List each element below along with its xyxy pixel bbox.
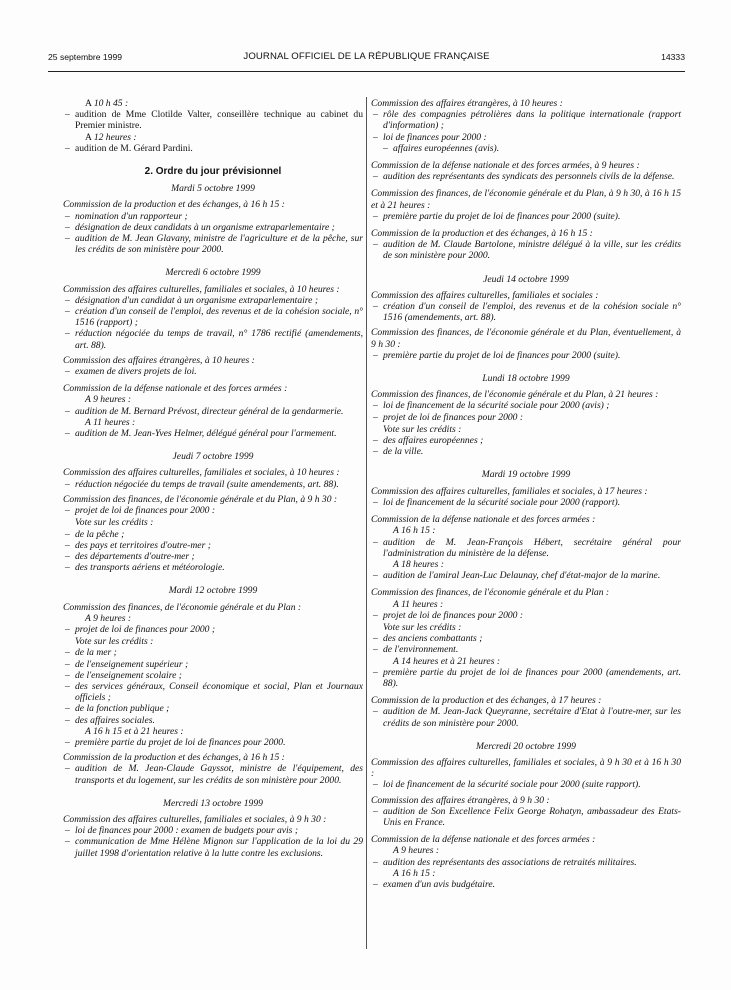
commission-heading: Commission des affaires étrangères, à 10 heures : [63, 354, 255, 366]
dash-bullet-icon: – [65, 680, 70, 692]
dash-bullet-icon: – [65, 836, 70, 848]
item-text: première partie du projet de loi de finances pour 2000. [75, 736, 286, 748]
dash-bullet-icon: – [65, 306, 70, 318]
time-label: A 9 heures : [393, 845, 440, 857]
dash-bullet-icon: – [65, 669, 70, 681]
item-text: des affaires européennes ; [383, 435, 484, 447]
commission-heading: Commission des finances, de l'économie générale et du Plan, à 9 h 30, à 16 h 15 et à 21 heures : [371, 188, 681, 211]
dash-bullet-icon: – [373, 109, 378, 121]
dash-bullet-icon: – [373, 633, 378, 645]
item-text: projet de loi de finances pour 2000 : [75, 505, 216, 517]
item-text: audition de M. Claude Bartolone, ministre délégué à la ville, sur les crédits de son ministère pour 2000. [383, 239, 681, 262]
vote-label: Vote sur les crédits : [383, 621, 462, 633]
dash-bullet-icon: – [373, 644, 378, 656]
commission-heading: Commission de la production et des échanges, à 16 h 15 : [63, 199, 285, 211]
agenda-item [371, 779, 681, 790]
time-label: A 16 h 15 : [393, 867, 436, 879]
agenda-item [371, 239, 681, 261]
item-text: 10 h 45 : [93, 98, 129, 109]
commission-heading: Commission de la défense nationale et des forces armées : [63, 383, 288, 395]
dash-bullet-icon: – [65, 505, 70, 517]
vote-label: Vote sur les crédits : [75, 517, 154, 529]
dash-bullet-icon: – [65, 658, 70, 670]
agenda-item [371, 301, 681, 323]
agenda-item [63, 233, 363, 255]
dash-bullet-icon: – [65, 539, 70, 551]
agenda-item [63, 763, 363, 785]
item-text: réduction négociée du temps de travail (suite amendements, art. 88). [75, 478, 339, 490]
agenda-item [63, 328, 363, 350]
commission-heading: Commission des finances, de l'économie générale et du Plan : [63, 601, 302, 613]
agenda-item [371, 537, 681, 559]
header-date: 25 septembre 1999 [48, 52, 123, 62]
commission-heading: Commission des affaires culturelles, familiales et sociales, à 17 heures : [371, 485, 648, 497]
item-text: de la pêche ; [75, 528, 125, 540]
item-text: audition de M. Jean-Jack Queyranne, secrétaire d'Etat à l'outre-mer, sur les crédits de son ministère pour 2000. [383, 706, 681, 729]
commission-heading: Commission des affaires culturelles, familiales et sociales, à 10 heures : [63, 283, 340, 295]
dash-bullet-icon: – [373, 706, 378, 718]
dash-bullet-icon: – [373, 496, 378, 508]
vote-item [63, 647, 363, 658]
item-text: audition de M. Jean Glavany, ministre de l'agriculture et de la pêche, sur les crédits de son ministère pour 2000. [75, 233, 363, 256]
section-title: 2. Ordre du jour prévisionnel [144, 166, 282, 178]
agenda-subitem [371, 143, 681, 154]
commission-heading: Commission des affaires culturelles, familiales et sociales, à 10 heures : [63, 467, 340, 479]
item-text: communication de Mme Hélène Mignon sur l'application de la loi du 29 juillet 1998 d'orientation relative à la lutte contre les exclusions. [75, 836, 363, 859]
time-label [63, 98, 363, 109]
day-heading: Mercredi 20 octobre 1999 [476, 740, 576, 752]
dash-bullet-icon: – [373, 856, 378, 868]
commission-heading: Commission de la production et des échanges, à 17 heures : [371, 695, 602, 707]
item-text: de la ville. [383, 446, 424, 458]
day-heading: Mardi 12 octobre 1999 [168, 585, 258, 597]
agenda-item [371, 412, 681, 423]
dash-bullet-icon: – [65, 763, 70, 775]
item-text: audition de M. Gérard Pardini. [75, 142, 193, 154]
time-label: A 9 heures : [85, 394, 132, 406]
dash-bullet-icon: – [373, 171, 378, 183]
dash-bullet-icon: – [373, 446, 378, 458]
dash-bullet-icon: – [65, 428, 70, 440]
dash-bullet-icon: – [373, 239, 378, 251]
item-text: loi de financement de la sécurité sociale pour 2000 (suite rapport). [383, 779, 641, 791]
item-text: audition de M. Jean-Yves Helmer, délégué général pour l'armement. [75, 428, 337, 440]
day-heading: Mardi 19 octobre 1999 [481, 469, 571, 481]
dash-bullet-icon: – [373, 666, 378, 678]
item-text: affaires européennes (avis). [393, 142, 500, 154]
dash-bullet-icon: – [373, 349, 378, 361]
time-label [63, 132, 363, 143]
dash-bullet-icon: – [65, 736, 70, 748]
dash-bullet-icon: – [65, 210, 70, 222]
agenda-item [63, 306, 363, 328]
item-text: désignation de deux candidats à un organisme extraparlementaire ; [75, 221, 335, 233]
right-column [371, 98, 681, 890]
item-text: projet de loi de finances pour 2000 : [383, 411, 524, 423]
day-heading: Lundi 18 octobre 1999 [482, 373, 570, 385]
item-text: rôle des compagnies pétrolières dans la politique internationale (rapport d'information) ; [383, 109, 681, 132]
column-divider [366, 97, 367, 949]
commission-heading: Commission de la défense nationale et des forces armées : [371, 834, 596, 846]
dash-bullet-icon: – [65, 825, 70, 837]
dash-bullet-icon: – [65, 366, 70, 378]
agenda-item [63, 109, 363, 131]
vote-item [63, 540, 363, 551]
time-label: A 14 heures et à 21 heures : [393, 655, 501, 667]
vote-item [63, 562, 363, 573]
agenda-item [371, 171, 681, 182]
item-text: première partie du projet de loi de finances pour 2000 (amendements, art. 88). [383, 666, 681, 689]
agenda-item [63, 624, 363, 635]
agenda-item [371, 570, 681, 581]
agenda-item [63, 406, 363, 417]
agenda-item [371, 806, 681, 828]
dash-bullet-icon: – [65, 550, 70, 562]
item-text: réduction négociée du temps de travail, n° 1786 rectifié (amendements, art. 88). [75, 328, 363, 351]
item-text: désignation d'un candidat à un organisme extraparlementaire ; [75, 294, 319, 306]
dash-bullet-icon: – [65, 109, 70, 121]
vote-item [63, 529, 363, 540]
item-text: audition des représentants des associations de retraités militaires. [383, 856, 637, 868]
item-text: 12 heures : [93, 131, 137, 143]
commission-heading: Commission des finances, de l'économie générale et du Plan, à 21 heures : [371, 389, 659, 401]
item-text: examen de divers projets de loi. [75, 366, 197, 378]
commission-heading: Commission des affaires étrangères, à 10 heures : [371, 98, 563, 109]
dash-bullet-icon: – [373, 400, 378, 412]
agenda-item [63, 366, 363, 377]
agenda-item [371, 132, 681, 143]
item-text: loi de financement de la sécurité sociale pour 2000 (avis) ; [383, 400, 610, 412]
dash-bullet-icon: – [373, 805, 378, 817]
vote-item [63, 551, 363, 562]
dash-bullet-icon: – [65, 562, 70, 574]
agenda-item [371, 879, 681, 890]
dash-bullet-icon: – [65, 294, 70, 306]
agenda-item [371, 857, 681, 868]
item-text: loi de finances pour 2000 : examen de budgets pour avis ; [75, 825, 299, 837]
item-text: des affaires sociales. [75, 714, 155, 726]
item-text: des anciens combattants ; [383, 633, 483, 645]
item-text: loi de financement de la sécurité sociale pour 2000 (rapport). [383, 496, 621, 508]
dash-bullet-icon: – [373, 878, 378, 890]
time-label: A 11 heures : [393, 598, 444, 610]
item-text: de l'environnement. [383, 644, 459, 656]
dash-bullet-icon: – [373, 411, 378, 423]
dash-bullet-icon: – [65, 703, 70, 715]
time-label: A 11 heures : [85, 416, 136, 428]
agenda-item [63, 428, 363, 439]
commission-heading: Commission des affaires culturelles, familiales et sociales : [371, 289, 599, 301]
item-text: audition de Mme Clotilde Valter, conseillère technique au cabinet du Premier ministre. [75, 109, 363, 132]
agenda-item [63, 211, 363, 222]
item-text: première partie du projet de loi de finances pour 2000 (suite). [383, 349, 621, 361]
agenda-item [371, 497, 681, 508]
item-text: de l'enseignement scolaire ; [75, 669, 182, 681]
agenda-item [63, 143, 363, 154]
vote-item [371, 435, 681, 446]
commission-heading: Commission de la production et des échanges, à 16 h 15 : [63, 752, 285, 764]
item-text: audition de M. Jean-Claude Gayssot, ministre de l'équipement, des transports et du logement, sur les crédits de son ministère pour 2000. [75, 763, 363, 786]
agenda-item [63, 737, 363, 748]
dash-bullet-icon: – [65, 233, 70, 245]
item-text: nomination d'un rapporteur ; [75, 210, 188, 222]
day-heading: Jeudi 7 octobre 1999 [172, 451, 254, 463]
commission-heading: Commission des affaires culturelles, familiales et sociales, à 9 h 30 : [63, 813, 327, 825]
item-text: A [85, 98, 94, 109]
dash-bullet-icon: – [65, 647, 70, 659]
journal-title: JOURNAL OFFICIEL DE LA RÉPUBLIQUE FRANÇAISE [243, 51, 490, 62]
dash-bullet-icon: – [65, 478, 70, 490]
agenda-item [371, 211, 681, 222]
dash-bullet-icon: – [65, 623, 70, 635]
item-text: audition de Son Excellence Felix George Rohatyn, ambassadeur des Etats-Unis en France. [383, 805, 681, 828]
item-text: des services généraux, Conseil économique et social, Plan et Journaux officiels ; [75, 680, 363, 704]
commission-heading: Commission de la défense nationale et des forces armées : [371, 514, 596, 526]
vote-item [63, 681, 363, 703]
dash-bullet-icon: – [65, 405, 70, 417]
agenda-item [63, 222, 363, 233]
time-label: A 18 heures : [393, 558, 444, 570]
dash-bullet-icon: – [373, 131, 378, 143]
time-label: A 16 h 15 et à 21 heures : [85, 725, 184, 737]
item-text: de la fonction publique ; [75, 703, 170, 715]
dash-bullet-icon: – [373, 210, 378, 222]
vote-item [63, 703, 363, 714]
day-heading: Jeudi 14 octobre 1999 [483, 273, 569, 285]
page-number: 14333 [661, 52, 685, 62]
commission-heading: Commission des affaires culturelles, familiales et sociales, à 9 h 30 et à 16 h 30 : [371, 756, 681, 780]
item-text: audition de M. Jean-François Hébert, secrétaire général pour l'administration du ministère de la défense. [383, 536, 681, 559]
item-text: projet de loi de finances pour 2000 ; [75, 623, 216, 635]
dash-bullet-icon: – [373, 435, 378, 447]
dash-bullet-icon: – [373, 301, 378, 313]
commission-heading: Commission des finances, de l'économie générale et du Plan : [371, 587, 610, 599]
header-rule [48, 71, 685, 72]
item-text: examen d'un avis budgétaire. [383, 878, 495, 890]
item-text: des transports aériens et météorologie. [75, 562, 225, 574]
vote-item [371, 633, 681, 644]
vote-label: Vote sur les crédits : [383, 423, 462, 435]
vote-label: Vote sur les crédits : [75, 636, 154, 648]
vote-item [371, 644, 681, 655]
item-text: première partie du projet de loi de finances pour 2000 (suite). [383, 210, 621, 222]
item-text: audition de l'amiral Jean-Luc Delaunay, chef d'état-major de la marine. [383, 570, 661, 582]
agenda-item [371, 350, 681, 361]
item-text: de la mer ; [75, 647, 117, 659]
dash-bullet-icon: – [65, 328, 70, 340]
item-text: de l'enseignement supérieur ; [75, 658, 189, 670]
page-header [48, 50, 685, 66]
commission-heading: Commission de la défense nationale et des forces armées, à 9 heures : [371, 160, 640, 172]
agenda-item [371, 706, 681, 728]
item-text: audition des représentants des syndicats des personnels civils de la défense. [383, 171, 675, 183]
agenda-item [371, 610, 681, 621]
day-heading: Mercredi 6 octobre 1999 [165, 267, 261, 279]
dash-bullet-icon: – [65, 221, 70, 233]
dash-bullet-icon: – [373, 609, 378, 621]
agenda-item [63, 505, 363, 516]
dash-bullet-icon: – [373, 779, 378, 791]
vote-item [63, 659, 363, 670]
agenda-item [63, 825, 363, 836]
commission-heading: Commission des finances, de l'économie générale et du Plan, à 9 h 30 : [63, 493, 338, 505]
commission-heading: Commission des affaires étrangères, à 9 h 30 : [371, 794, 550, 806]
left-column [63, 98, 363, 859]
item-text: des pays et territoires d'outre-mer ; [75, 539, 211, 551]
commission-heading: Commission de la production et des échanges, à 16 h 15 : [371, 228, 593, 240]
day-heading: Mardi 5 octobre 1999 [171, 183, 255, 195]
agenda-item [63, 295, 363, 306]
agenda-item [63, 836, 363, 858]
dash-bullet-icon: – [65, 142, 70, 154]
day-heading: Mercredi 13 octobre 1999 [163, 797, 263, 809]
agenda-item [63, 479, 363, 490]
dash-bullet-icon: – [65, 714, 70, 726]
item-text: projet de loi de finances pour 2000 : [383, 609, 524, 621]
time-label: A 9 heures : [85, 612, 132, 624]
item-text: création d'un conseil de l'emploi, des revenus et de la cohésion sociale, n° 1516 (rapport) ; [75, 306, 363, 329]
vote-item [371, 446, 681, 457]
dash-bullet-icon: – [65, 528, 70, 540]
vote-item [63, 670, 363, 681]
vote-item [63, 715, 363, 726]
agenda-item [371, 667, 681, 689]
agenda-item [371, 400, 681, 411]
dash-bullet-icon: – [373, 536, 378, 548]
time-label: A 16 h 15 : [393, 525, 436, 537]
dash-bullet-icon: – [373, 570, 378, 582]
item-text: audition de M. Bernard Prévost, directeur général de la gendarmerie. [75, 405, 344, 417]
dash-bullet-icon: – [383, 142, 388, 154]
item-text: des départements d'outre-mer ; [75, 550, 195, 562]
item-text: A [85, 131, 94, 143]
agenda-item [371, 109, 681, 131]
item-text: loi de finances pour 2000 : [383, 131, 487, 143]
commission-heading: Commission des finances, de l'économie générale et du Plan, éventuellement, à 9 h 30 : [371, 327, 681, 350]
item-text: création d'un conseil de l'emploi, des revenus et de la cohésion sociale n° 1516 (amendements, art. 88). [383, 301, 681, 324]
